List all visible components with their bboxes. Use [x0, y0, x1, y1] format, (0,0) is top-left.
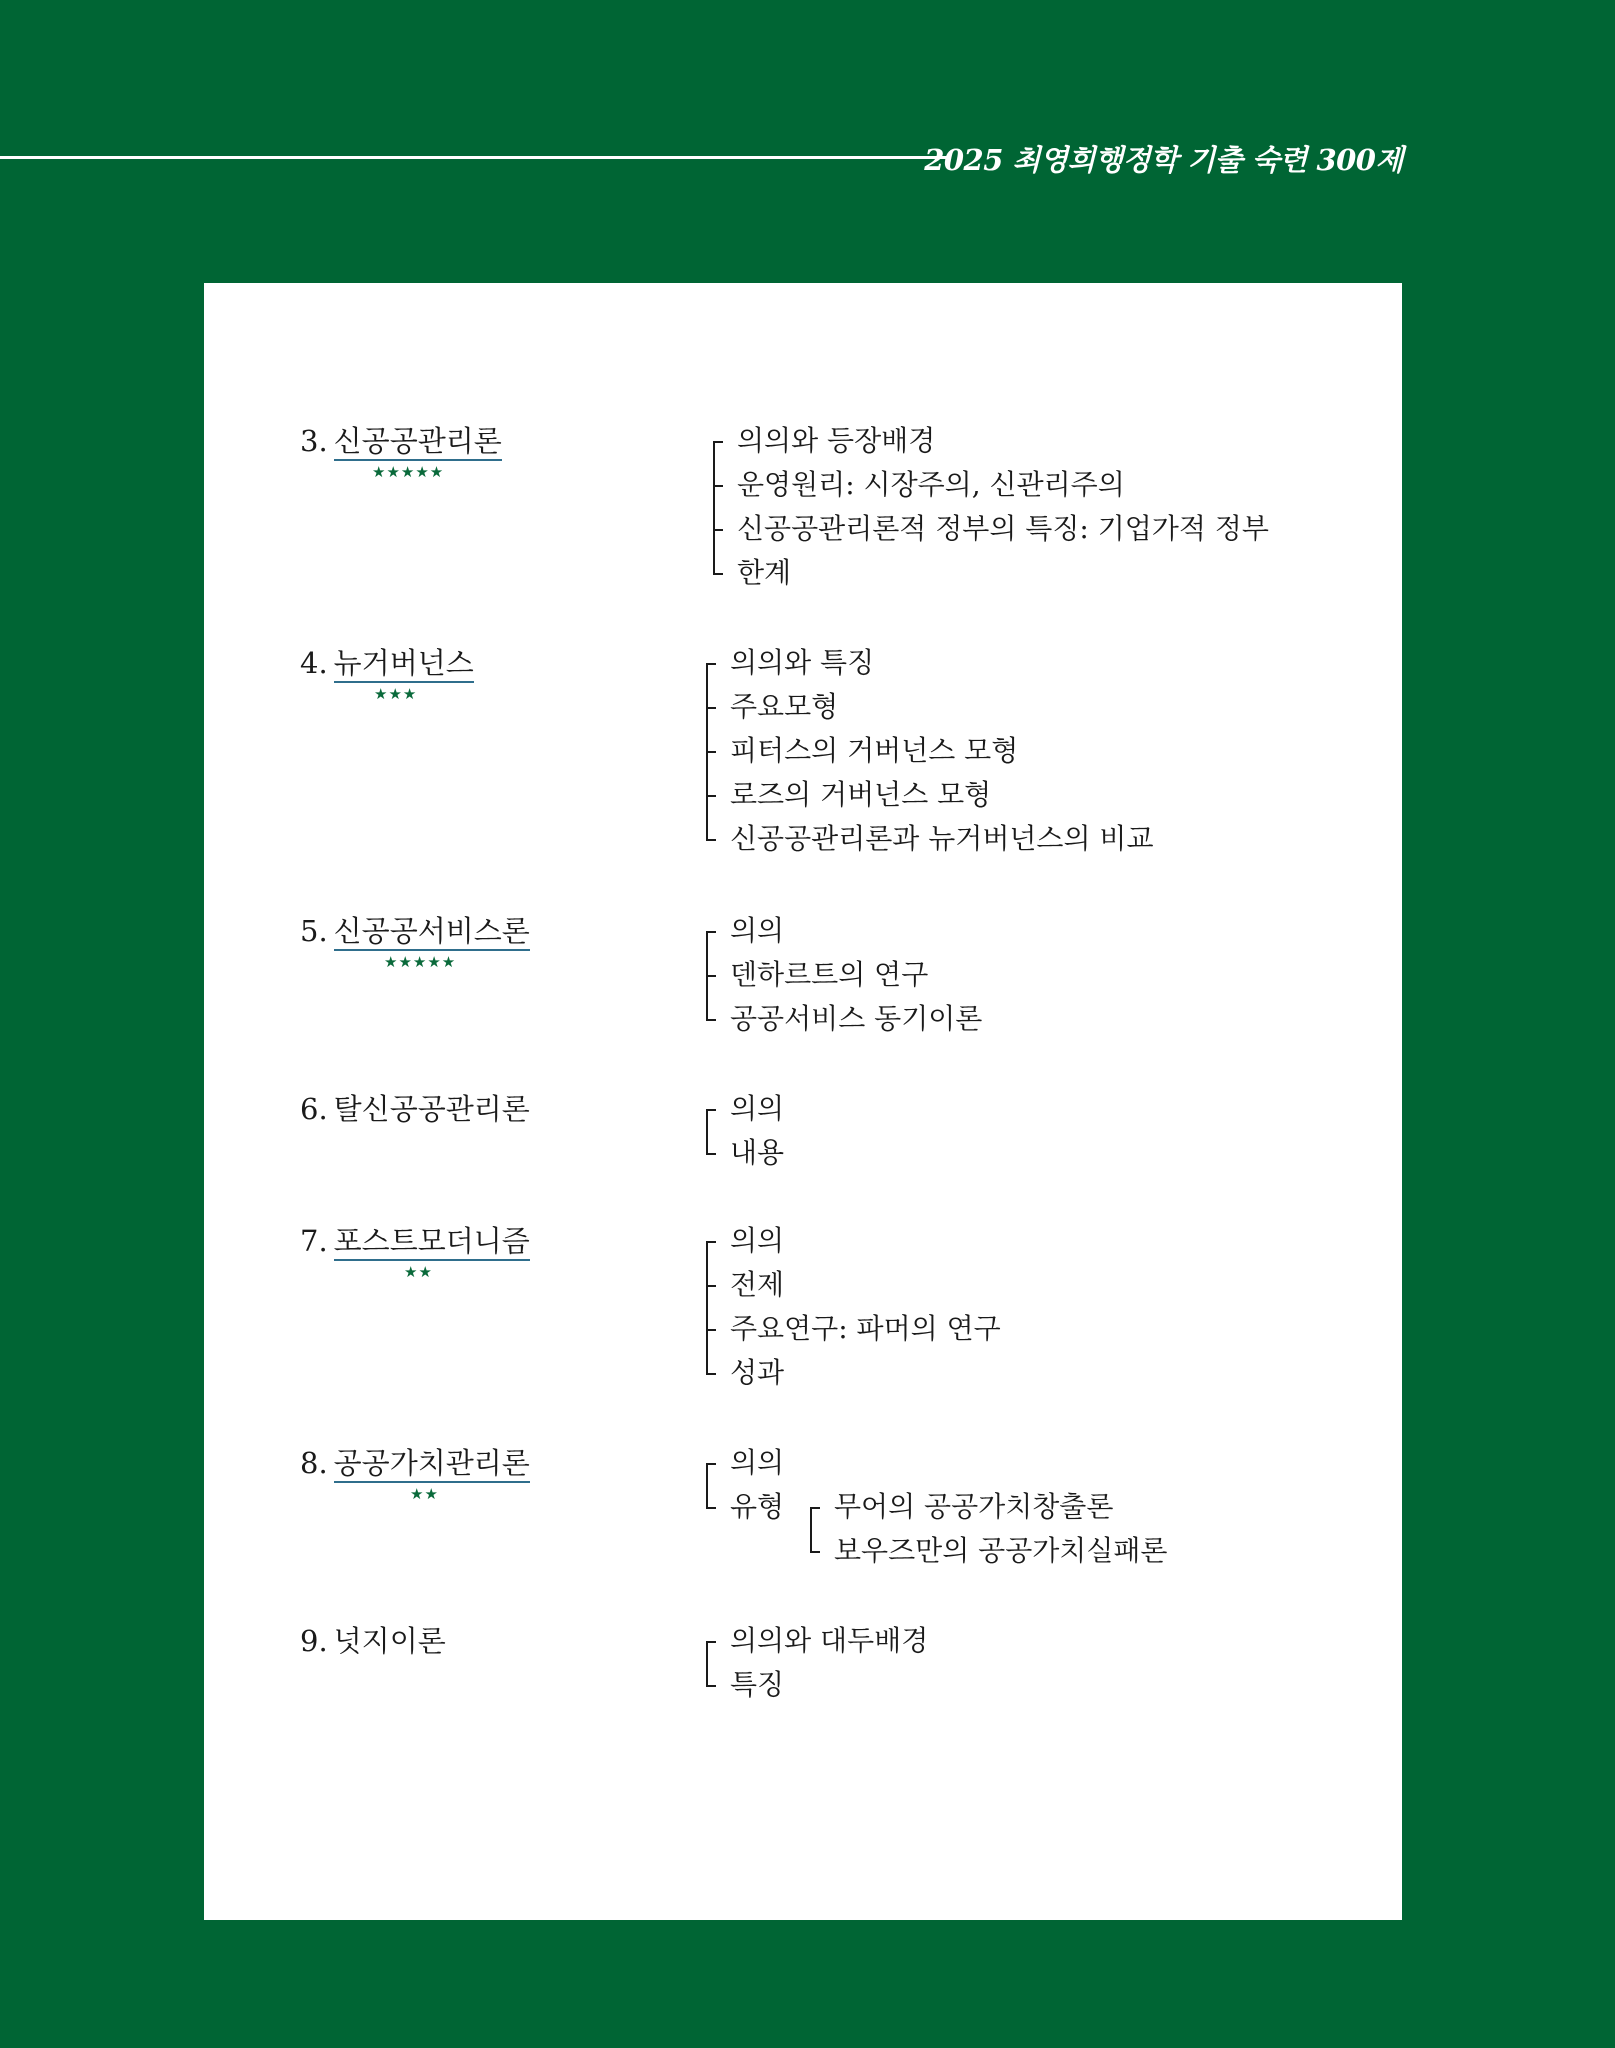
content-panel [204, 283, 1402, 1920]
list-item: 피터스의 거버넌스 모형 [730, 734, 1019, 767]
list-item: 로즈의 거버넌스 모형 [730, 778, 992, 811]
importance-stars: ★★ [404, 1263, 433, 1281]
list-item: 운영원리: 시장주의, 신관리주의 [737, 468, 1125, 501]
sub-list-item: 보우즈만의 공공가치실패론 [834, 1534, 1168, 1567]
section-name: 신공공관리론 [334, 424, 502, 461]
list-item: 내용 [730, 1136, 785, 1169]
section-name: 공공가치관리론 [334, 1446, 530, 1483]
section-name: 포스트모더니즘 [334, 1224, 530, 1261]
list-item: 유형 [730, 1490, 785, 1523]
list-item: 전제 [730, 1268, 785, 1301]
list-item: 의의 [730, 914, 785, 947]
importance-stars: ★★★★★ [384, 953, 457, 971]
list-item: 한계 [737, 556, 792, 589]
section-number: 5. [300, 914, 328, 948]
section-title [300, 913, 530, 949]
list-item: 의의 [730, 1446, 785, 1479]
section-number: 6. [300, 1092, 328, 1126]
list-item: 덴하르트의 연구 [730, 958, 929, 991]
section-number: 3. [300, 424, 328, 458]
section-name: 넛지이론 [333, 1624, 446, 1658]
list-item: 공공서비스 동기이론 [730, 1002, 983, 1035]
list-item: 신공공관리론과 뉴거버넌스의 비교 [730, 822, 1154, 855]
list-item: 성과 [730, 1356, 785, 1389]
section-number: 9. [300, 1624, 328, 1658]
list-item: 의의와 대두배경 [730, 1624, 929, 1657]
sub-list-item: 무어의 공공가치창출론 [834, 1490, 1114, 1523]
section-title [300, 423, 502, 459]
header-rule [0, 156, 948, 159]
book-title: 2025 최영희행정학 기출 숙련 300제 [924, 143, 1403, 177]
section-name: 신공공서비스론 [334, 914, 530, 951]
section-number: 4. [300, 646, 328, 680]
section-title [300, 1445, 530, 1481]
list-item: 신공공관리론적 정부의 특징: 기업가적 정부 [737, 512, 1269, 545]
list-item: 의의 [730, 1092, 785, 1125]
list-item: 의의와 특징 [730, 646, 875, 679]
list-item: 특징 [730, 1668, 785, 1701]
importance-stars: ★★★ [374, 685, 418, 703]
section-title [300, 1223, 530, 1259]
importance-stars: ★★★★★ [372, 463, 445, 481]
section-title [300, 1623, 446, 1659]
importance-stars: ★★ [410, 1485, 439, 1503]
section-number: 7. [300, 1224, 328, 1258]
list-item: 의의와 등장배경 [737, 424, 936, 457]
section-name: 탈신공공관리론 [333, 1092, 530, 1126]
list-item: 의의 [730, 1224, 785, 1257]
section-title [300, 1091, 530, 1127]
list-item: 주요모형 [730, 690, 839, 723]
list-item: 주요연구: 파머의 연구 [730, 1312, 1001, 1345]
section-name: 뉴거버넌스 [334, 646, 474, 683]
section-title [300, 645, 474, 681]
section-number: 8. [300, 1446, 328, 1480]
